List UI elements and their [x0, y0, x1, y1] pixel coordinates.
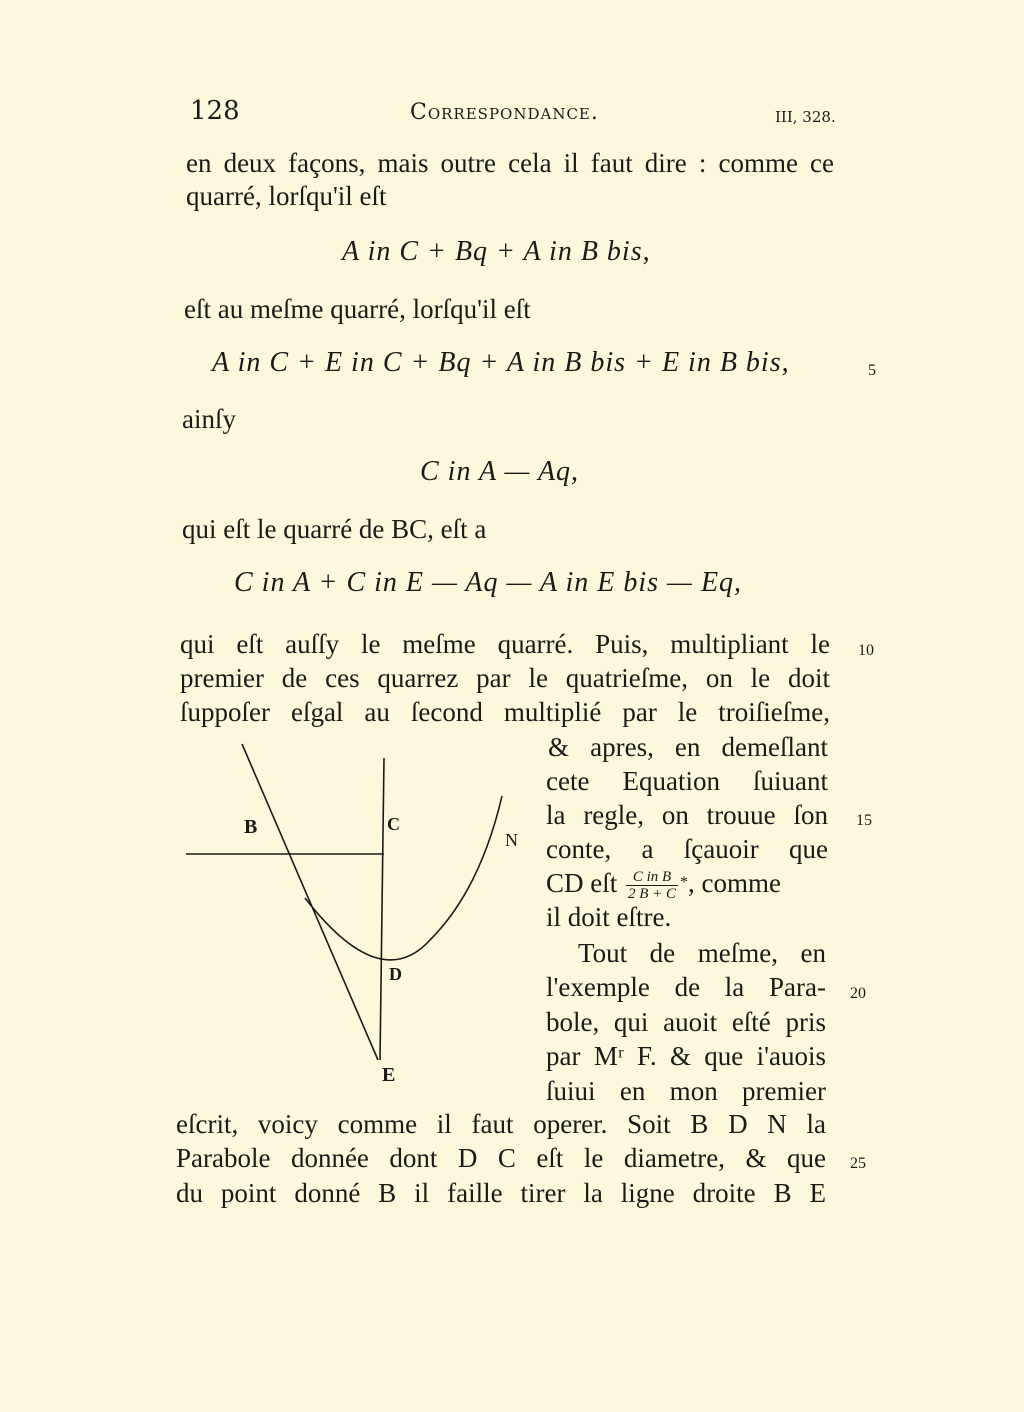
line-number-25: 25: [850, 1155, 866, 1172]
line-number-5: 5: [868, 362, 876, 379]
equation-3: C in A — Aq,: [420, 456, 580, 487]
equation-4: C in A + C in E — Aq — A in E bis — Eq,: [234, 567, 743, 598]
side-line-11: ſuiui en mon premier: [546, 1076, 826, 1106]
side-line-6: il doit eſtre.: [546, 902, 672, 932]
text-line-4: ainſy: [182, 404, 236, 434]
text-line-6: qui eſt auſſy le meſme quarré. Puis, multipliant le: [180, 629, 830, 659]
text-line-7: premier de ces quarrez par le quatrieſme, on le doit: [180, 663, 830, 693]
footnote-star: *: [680, 874, 689, 891]
side-line-5-end: , comme: [688, 868, 782, 898]
volume-reference: III, 328.: [775, 108, 836, 126]
side-line-1: & apres, en demeſlant: [548, 732, 828, 762]
side-line-9: bole, qui auoit eſté pris: [546, 1007, 826, 1037]
parabola-figure: [180, 730, 540, 1110]
side-line-8: l'exemple de la Para-: [546, 972, 826, 1002]
line-number-20: 20: [850, 985, 866, 1002]
side-line-7: Tout de meſme, en: [578, 938, 826, 968]
side-line-5-start: CD eſt: [546, 868, 618, 898]
side-line-10: par Mʳ F. & que i'auois: [546, 1041, 826, 1071]
line-number-15: 15: [856, 812, 872, 829]
text-line-1: en deux façons, mais outre cela il faut dire : comme ce: [186, 148, 834, 178]
text-line-11: du point donné B il faille tirer la ligne droite B E: [176, 1178, 826, 1208]
line-number-10: 10: [858, 642, 874, 659]
side-line-3: la regle, on trouue ſon: [546, 800, 828, 830]
text-line-8: ſuppoſer eſgal au ſecond multiplié par le troiſieſme,: [180, 697, 830, 727]
equation-2: A in C + E in C + Bq + A in B bis + E in B bis,: [212, 347, 790, 378]
point-label-c: C: [387, 814, 400, 834]
side-line-2: cete Equation ſuiuant: [546, 766, 828, 796]
page-number: 128: [190, 96, 240, 126]
side-line-5: [546, 866, 781, 902]
vertical-diameter-line: [380, 758, 384, 1060]
side-line-4: conte, a ſçauoir que: [546, 834, 828, 864]
parabola-diagram: [180, 730, 540, 1110]
fraction-denominator: 2 B + C: [628, 886, 677, 903]
point-label-d: D: [389, 964, 402, 984]
parabola-curve: [305, 796, 502, 960]
text-line-3: eſt au meſme quarré, lorſqu'il eſt: [184, 294, 531, 324]
text-line-10: Parabole donnée dont D C eſt le diametre, & que: [176, 1143, 826, 1173]
point-label-b: B: [244, 816, 258, 838]
fraction-numerator: C in B: [626, 869, 678, 886]
text-line-2: quarré, lorſqu'il eſt: [186, 181, 387, 211]
fraction: [626, 869, 678, 902]
point-label-e: E: [382, 1064, 396, 1086]
text-line-9: eſcrit, voicy comme il faut operer. Soit B D N la: [176, 1109, 826, 1139]
running-title: Correspondance.: [410, 100, 599, 125]
point-label-n: N: [505, 830, 518, 850]
tangent-line-be: [242, 744, 378, 1060]
equation-1: A in C + Bq + A in B bis,: [342, 236, 651, 267]
text-line-5: qui eſt le quarré de BC, eſt a: [182, 514, 487, 544]
